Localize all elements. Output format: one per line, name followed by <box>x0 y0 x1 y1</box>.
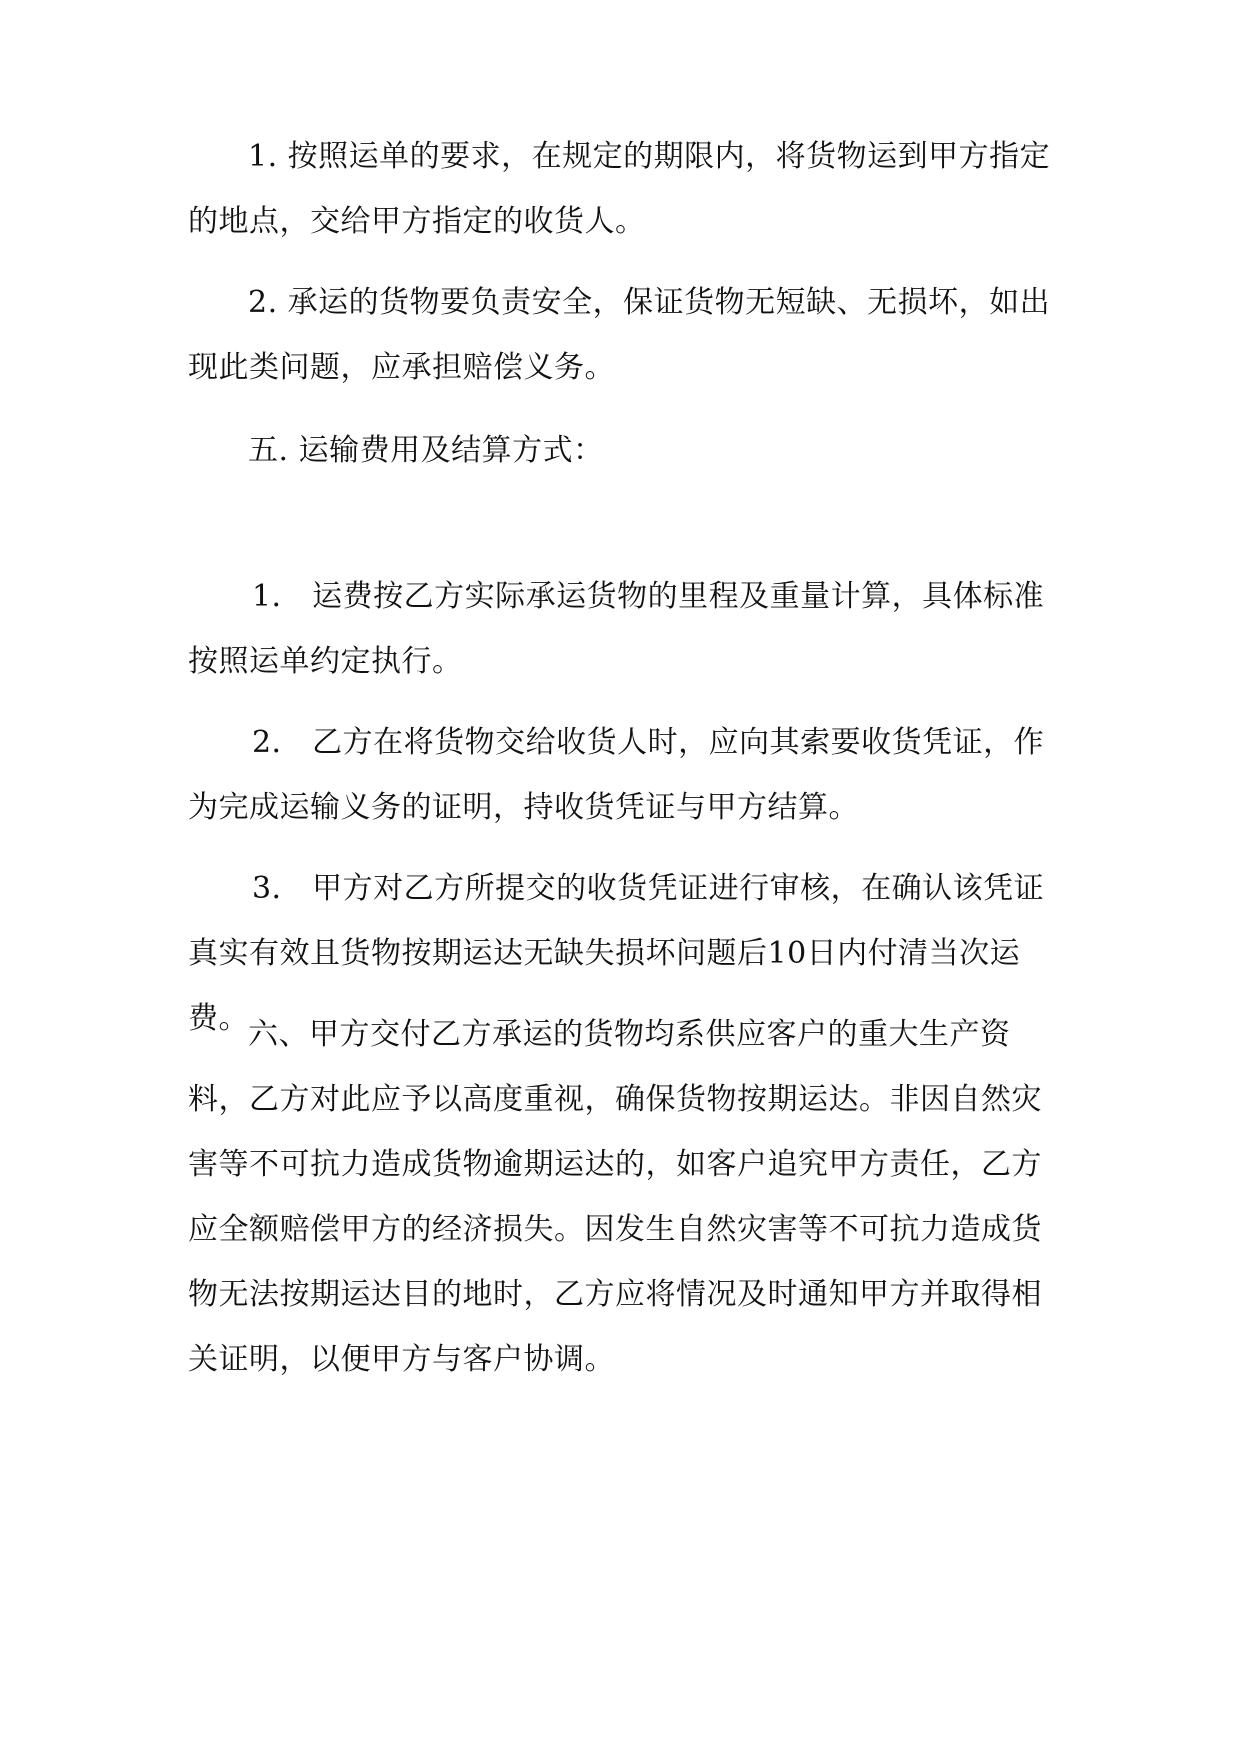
clause-fee-calculation-text: 1． 运费按乙方实际承运货物的里程及重量计算，具体标准按照运单约定执行。 <box>188 579 1045 679</box>
section-six-liability <box>188 1002 1054 1392</box>
clause-fee-calculation <box>188 564 1054 694</box>
section-heading-fees-text: 五. 运输费用及结算方式： <box>248 433 604 468</box>
clause-delivery <box>188 124 1054 254</box>
section-heading-fees <box>188 418 1054 483</box>
section-six-liability-text: 六、甲方交付乙方承运的货物均系供应客户的重大生产资料，乙方对此应予以高度重视，确保货物按期运达。非因自然灾害等不可抗力造成货物逾期运达的，如客户追究甲方责任，乙方应全额赔偿甲方的经济损失。因发生自然灾害等不可抗力造成货物无法按期运达目的地时，乙方应将情况及时通知甲方并取得相关证明，以便甲方与客户协调。 <box>188 1017 1042 1377</box>
clause-delivery-text: 1. 按照运单的要求，在规定的期限内，将货物运到甲方指定的地点，交给甲方指定的收货人。 <box>188 139 1051 239</box>
clause-receipt-voucher <box>188 710 1054 840</box>
clause-receipt-voucher-text: 2． 乙方在将货物交给收货人时，应向其索要收货凭证，作为完成运输义务的证明，持收货凭证与甲方结算。 <box>188 725 1045 825</box>
clause-payment-review-text: 3． 甲方对乙方所提交的收货凭证进行审核，在确认该凭证真实有效且货物按期运达无缺失损坏问题后10日内付清当次运费。 <box>188 871 1045 1036</box>
clause-cargo-safety <box>188 270 1054 400</box>
clause-cargo-safety-text: 2. 承运的货物要负责安全，保证货物无短缺、无损坏，如出现此类问题，应承担赔偿义务。 <box>188 285 1051 385</box>
